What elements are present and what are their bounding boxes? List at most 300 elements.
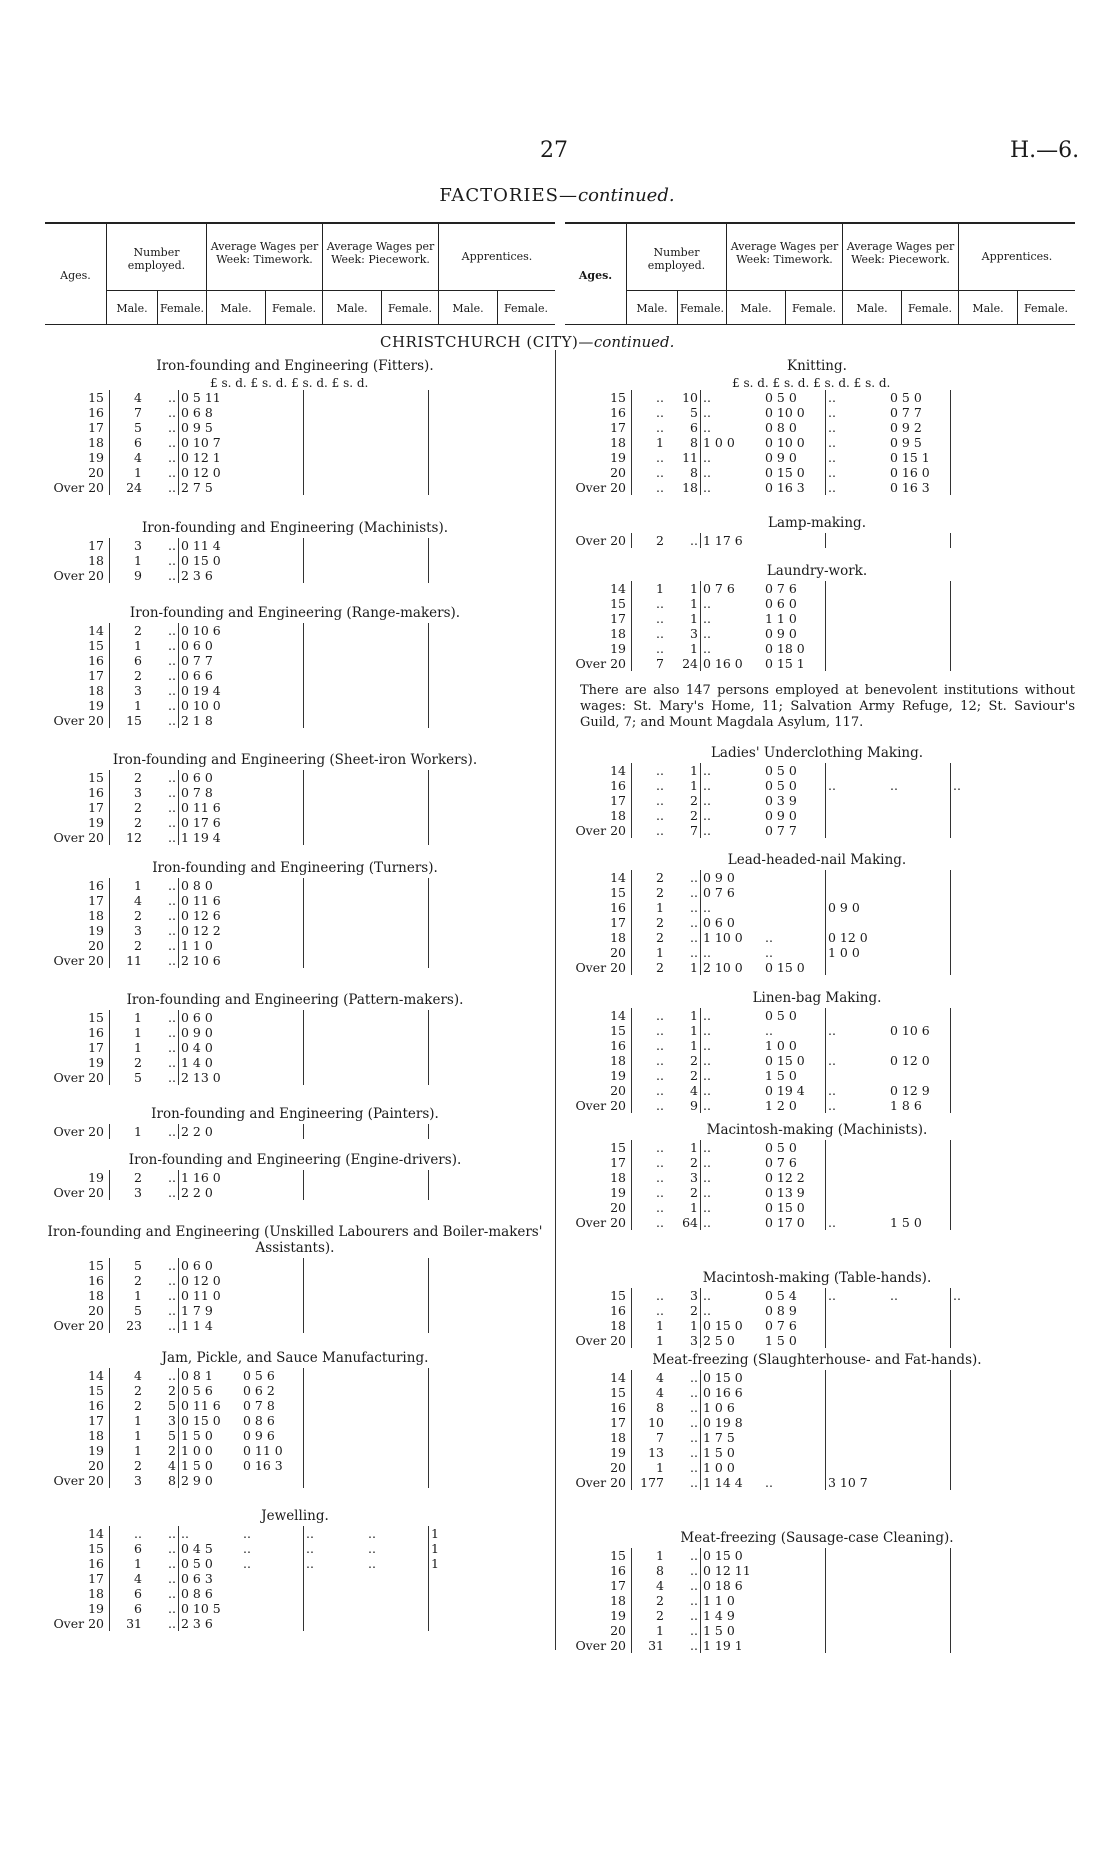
table-section xyxy=(562,1352,1072,1490)
table-row xyxy=(40,1273,491,1288)
table-row xyxy=(40,1586,491,1601)
wage-cell xyxy=(241,713,304,728)
count-cell: 8 xyxy=(666,465,701,480)
count-cell: 2 xyxy=(134,1170,142,1185)
wage-cell xyxy=(304,1413,367,1428)
wage-cell xyxy=(888,763,951,778)
wage-cell xyxy=(763,1415,826,1430)
table-row xyxy=(40,893,491,908)
wage-cell: 0 5 0 xyxy=(763,763,826,778)
table-row xyxy=(40,390,491,405)
wage-cell xyxy=(304,683,367,698)
wage-cell: .. xyxy=(703,1008,711,1023)
wage-cell: 2 2 0 xyxy=(181,1124,213,1139)
age-cell: 19 xyxy=(562,1445,632,1460)
wage-cell xyxy=(241,1124,304,1139)
count-cell: 5 xyxy=(144,1398,179,1413)
wage-cell xyxy=(241,1473,304,1488)
wage-cell: .. xyxy=(703,405,711,420)
age-cell: Over 20 xyxy=(40,1070,110,1085)
wage-cell: .. xyxy=(703,465,711,480)
age-cell: 19 xyxy=(562,1068,632,1083)
count-cell: 4 xyxy=(134,893,142,908)
count-cell: .. xyxy=(144,480,179,495)
wage-cell: 0 16 3 xyxy=(888,480,951,495)
table-row xyxy=(40,1383,491,1398)
wage-cell: 1 16 0 xyxy=(181,1170,221,1185)
count-cell: 1 xyxy=(666,596,701,611)
wage-cell xyxy=(888,808,951,823)
wage-cell xyxy=(241,1258,304,1273)
count-cell: 2 xyxy=(666,793,701,808)
wage-cell: 0 9 0 xyxy=(763,450,826,465)
wage-cell xyxy=(951,1155,1014,1170)
wage-cell xyxy=(888,641,951,656)
wage-cell: 1 19 4 xyxy=(181,830,221,845)
count-cell: .. xyxy=(666,1370,701,1385)
header-number: Number employed. xyxy=(647,246,706,272)
wage-cell: 0 19 4 xyxy=(181,683,221,698)
table-row xyxy=(562,1430,1013,1445)
wage-cell: 0 5 6 xyxy=(241,1368,304,1383)
wage-cell: 1 4 0 xyxy=(181,1055,213,1070)
wage-cell xyxy=(366,390,429,405)
wage-cell: .. xyxy=(828,420,836,435)
data-table xyxy=(562,870,1013,975)
count-cell: .. xyxy=(656,390,664,405)
wage-cell xyxy=(241,1616,304,1631)
age-cell: 18 xyxy=(40,683,110,698)
wage-cell xyxy=(951,641,1014,656)
count-cell: .. xyxy=(656,1288,664,1303)
age-cell: 20 xyxy=(562,945,632,960)
wage-cell xyxy=(888,1400,951,1415)
wage-cell xyxy=(366,1601,429,1616)
wage-cell xyxy=(366,908,429,923)
header-male: Male. xyxy=(220,302,252,315)
wage-cell xyxy=(366,1040,429,1055)
city-heading: CHRISTCHURCH (CITY)—continued. xyxy=(380,333,675,351)
wage-cell xyxy=(951,1415,1014,1430)
table-row xyxy=(40,1040,491,1055)
count-cell: 2 xyxy=(666,1185,701,1200)
wage-cell xyxy=(366,800,429,815)
wage-cell xyxy=(951,1215,1014,1230)
count-cell: .. xyxy=(144,770,179,785)
wage-cell xyxy=(241,653,304,668)
count-cell: 1 xyxy=(656,900,664,915)
age-cell: Over 20 xyxy=(562,1215,632,1230)
wage-cell: .. xyxy=(828,435,836,450)
count-cell: 18 xyxy=(666,480,701,495)
age-cell: 19 xyxy=(40,450,110,465)
wage-cell xyxy=(241,770,304,785)
table-section xyxy=(562,852,1072,975)
wage-cell: 0 12 0 xyxy=(181,1273,221,1288)
wage-cell: 0 10 6 xyxy=(888,1023,951,1038)
wage-cell xyxy=(304,1458,367,1473)
count-cell: 2 xyxy=(134,1383,142,1398)
count-cell: 2 xyxy=(656,1593,664,1608)
section-title: Lamp-making. xyxy=(768,515,866,531)
wage-cell xyxy=(366,420,429,435)
wage-cell xyxy=(888,1008,951,1023)
count-cell: .. xyxy=(144,1288,179,1303)
table-section xyxy=(40,605,550,728)
count-cell: 2 xyxy=(656,533,664,548)
wage-cell: 0 10 7 xyxy=(181,435,221,450)
wage-cell xyxy=(826,1400,889,1415)
data-table xyxy=(40,1526,491,1631)
age-cell: Over 20 xyxy=(562,533,632,548)
count-cell: 2 xyxy=(134,815,142,830)
table-row xyxy=(40,923,491,938)
wage-cell xyxy=(826,1430,889,1445)
table-row xyxy=(40,553,491,568)
wage-cell: 0 9 6 xyxy=(241,1428,304,1443)
wage-cell xyxy=(241,1303,304,1318)
wage-cell: 1 1 0 xyxy=(703,1593,735,1608)
wage-cell xyxy=(241,668,304,683)
age-cell: 18 xyxy=(562,626,632,641)
section-title: Iron-founding and Engineering (Machinists). xyxy=(141,520,449,536)
wage-cell xyxy=(826,960,889,975)
wage-cell xyxy=(366,568,429,583)
wage-cell xyxy=(888,1318,951,1333)
count-cell: 2 xyxy=(134,770,142,785)
wage-cell xyxy=(366,1025,429,1040)
count-cell: .. xyxy=(666,533,701,548)
wage-cell xyxy=(366,1288,429,1303)
table-row xyxy=(562,1008,1013,1023)
wage-cell xyxy=(429,653,492,668)
wage-cell: .. xyxy=(703,1185,711,1200)
count-cell: .. xyxy=(666,870,701,885)
wage-cell xyxy=(429,1303,492,1318)
table-row xyxy=(562,420,1013,435)
wage-cell: 0 3 9 xyxy=(763,793,826,808)
count-cell: 5 xyxy=(134,1070,142,1085)
wage-cell: 0 12 2 xyxy=(181,923,221,938)
age-cell: 15 xyxy=(40,1541,110,1556)
age-cell: 20 xyxy=(40,465,110,480)
wage-cell xyxy=(888,1170,951,1185)
count-cell: .. xyxy=(656,1155,664,1170)
age-cell: 14 xyxy=(562,870,632,885)
wage-cell: 0 19 8 xyxy=(703,1415,743,1430)
wage-cell xyxy=(429,770,492,785)
wage-cell: 0 15 0 xyxy=(763,960,826,975)
wage-cell: .. xyxy=(703,626,711,641)
wage-cell: .. xyxy=(828,1083,836,1098)
wage-cell: 0 9 0 xyxy=(763,808,826,823)
wage-cell xyxy=(826,1563,889,1578)
count-cell: .. xyxy=(666,1563,701,1578)
wage-cell: 0 7 7 xyxy=(181,653,213,668)
count-cell: .. xyxy=(666,1445,701,1460)
section-title: Jam, Pickle, and Sauce Manufacturing. xyxy=(161,1350,429,1366)
wage-cell xyxy=(429,1040,492,1055)
wage-cell: 0 5 0 xyxy=(763,390,826,405)
wage-cell xyxy=(951,1548,1014,1563)
wage-cell xyxy=(429,1070,492,1085)
count-cell: 5 xyxy=(134,1303,142,1318)
table-row xyxy=(562,870,1013,885)
count-cell: 8 xyxy=(144,1473,179,1488)
wage-cell: 0 8 6 xyxy=(181,1586,213,1601)
wage-cell: 2 10 0 xyxy=(703,960,743,975)
header-ages: Ages. xyxy=(60,269,91,282)
count-cell: .. xyxy=(656,808,664,823)
wage-cell: .. xyxy=(703,763,711,778)
wage-cell xyxy=(951,390,1014,405)
wage-cell: .. xyxy=(703,1023,711,1038)
age-cell: 16 xyxy=(562,1038,632,1053)
wage-cell xyxy=(888,1608,951,1623)
count-cell: 6 xyxy=(134,1541,142,1556)
count-cell: .. xyxy=(144,450,179,465)
table-section xyxy=(562,563,1072,671)
wage-cell: 0 12 11 xyxy=(703,1563,751,1578)
wage-cell: 1 14 4 xyxy=(703,1475,743,1490)
wage-cell: .. xyxy=(703,793,711,808)
header-female: Female. xyxy=(159,302,205,315)
count-cell: .. xyxy=(656,1083,664,1098)
count-cell: .. xyxy=(144,1273,179,1288)
wage-cell xyxy=(241,923,304,938)
wage-cell: .. xyxy=(703,1170,711,1185)
wage-cell xyxy=(826,1333,889,1348)
wage-cell xyxy=(241,893,304,908)
wage-cell xyxy=(951,435,1014,450)
wage-cell xyxy=(429,1025,492,1040)
wage-cell xyxy=(763,1608,826,1623)
header-male: Male. xyxy=(116,302,148,315)
header-number: Number employed. xyxy=(127,246,186,272)
wage-cell xyxy=(951,1170,1014,1185)
wage-cell xyxy=(429,668,492,683)
wage-cell xyxy=(826,1185,889,1200)
wage-cell: 0 6 2 xyxy=(241,1383,304,1398)
wage-cell: 0 5 0 xyxy=(763,1140,826,1155)
wage-cell xyxy=(826,1303,889,1318)
wage-cell: 0 9 0 xyxy=(763,626,826,641)
table-row xyxy=(562,581,1013,596)
count-cell: 3 xyxy=(134,1185,142,1200)
data-table xyxy=(40,1258,491,1333)
count-cell: .. xyxy=(666,1548,701,1563)
table-row xyxy=(40,713,491,728)
wage-cell: 1 0 0 xyxy=(703,435,735,450)
wage-cell xyxy=(304,770,367,785)
age-cell: 19 xyxy=(562,450,632,465)
wage-cell xyxy=(304,1185,367,1200)
wage-cell xyxy=(826,915,889,930)
wage-cell xyxy=(429,830,492,845)
age-cell: 18 xyxy=(562,1430,632,1445)
age-cell: 19 xyxy=(40,1601,110,1616)
wage-cell: 0 8 9 xyxy=(763,1303,826,1318)
count-cell: 1 xyxy=(666,1038,701,1053)
table-row xyxy=(40,953,491,968)
count-cell: .. xyxy=(144,1010,179,1025)
wage-cell: 0 8 1 xyxy=(181,1368,213,1383)
age-cell: 18 xyxy=(40,435,110,450)
section-title: Iron-founding and Engineering (Turners). xyxy=(152,860,438,876)
wage-cell xyxy=(763,1578,826,1593)
count-cell: 4 xyxy=(656,1578,664,1593)
header-male: Male. xyxy=(740,302,772,315)
count-cell: 2 xyxy=(144,1383,179,1398)
count-cell: .. xyxy=(656,465,664,480)
count-cell: 3 xyxy=(134,1473,142,1488)
count-cell: 1 xyxy=(134,1428,142,1443)
count-cell: .. xyxy=(656,1008,664,1023)
wage-cell: 0 4 0 xyxy=(181,1040,213,1055)
wage-cell xyxy=(763,1548,826,1563)
table-row xyxy=(40,938,491,953)
count-cell: 3 xyxy=(134,538,142,553)
wage-cell xyxy=(826,1170,889,1185)
wage-cell xyxy=(304,1368,367,1383)
count-cell: .. xyxy=(144,1526,179,1541)
wage-cell xyxy=(763,1460,826,1475)
wage-cell: 0 6 3 xyxy=(181,1571,213,1586)
age-cell: 14 xyxy=(40,1526,110,1541)
wage-cell xyxy=(304,420,367,435)
wage-cell xyxy=(366,923,429,938)
count-cell: .. xyxy=(656,1303,664,1318)
table-row xyxy=(562,1053,1013,1068)
wage-cell xyxy=(366,893,429,908)
age-cell: 17 xyxy=(562,1415,632,1430)
wage-cell: 0 4 5 xyxy=(181,1541,213,1556)
age-cell: 16 xyxy=(40,405,110,420)
wage-cell: 1 5 0 xyxy=(181,1458,213,1473)
count-cell: .. xyxy=(144,1571,179,1586)
table-row xyxy=(562,1170,1013,1185)
wage-cell xyxy=(304,1586,367,1601)
header-female: Female. xyxy=(271,302,317,315)
count-cell: 1 xyxy=(134,465,142,480)
table-section xyxy=(562,745,1072,838)
age-cell: 19 xyxy=(40,698,110,713)
count-cell: .. xyxy=(144,668,179,683)
age-cell: 18 xyxy=(40,1288,110,1303)
age-cell: 16 xyxy=(40,1025,110,1040)
wage-cell: 1 1 0 xyxy=(181,938,213,953)
wage-cell xyxy=(763,1385,826,1400)
count-cell: .. xyxy=(144,1070,179,1085)
count-cell: 11 xyxy=(126,953,142,968)
wage-cell xyxy=(888,1303,951,1318)
wage-cell: 0 12 1 xyxy=(181,450,221,465)
wage-cell: .. xyxy=(763,1023,826,1038)
count-cell: .. xyxy=(144,785,179,800)
count-cell: .. xyxy=(144,1601,179,1616)
table-row xyxy=(40,638,491,653)
count-cell: .. xyxy=(144,405,179,420)
count-cell: 2 xyxy=(656,960,664,975)
table-row xyxy=(562,1200,1013,1215)
wage-cell: 0 18 0 xyxy=(763,641,826,656)
wage-cell xyxy=(763,1370,826,1385)
age-cell: 20 xyxy=(40,1303,110,1318)
count-cell: .. xyxy=(144,538,179,553)
count-cell: 9 xyxy=(666,1098,701,1113)
wage-cell xyxy=(888,1370,951,1385)
wage-cell xyxy=(304,668,367,683)
age-cell: 18 xyxy=(40,1428,110,1443)
count-cell: .. xyxy=(666,1623,701,1638)
wage-cell xyxy=(826,808,889,823)
table-row xyxy=(40,1258,491,1273)
wage-cell xyxy=(826,1415,889,1430)
wage-cell xyxy=(888,1578,951,1593)
age-cell: 17 xyxy=(40,668,110,683)
data-table xyxy=(40,538,491,583)
count-cell: .. xyxy=(144,1556,179,1571)
wage-cell xyxy=(366,1070,429,1085)
table-row xyxy=(40,1398,491,1413)
table-row xyxy=(40,785,491,800)
wage-cell: .. xyxy=(828,465,836,480)
wage-cell xyxy=(951,1083,1014,1098)
wage-cell: 0 9 0 xyxy=(828,900,860,915)
wage-cell xyxy=(366,1443,429,1458)
wage-cell: 1 0 0 xyxy=(828,945,860,960)
wage-cell: 0 16 3 xyxy=(241,1458,304,1473)
wage-cell xyxy=(429,405,492,420)
wage-cell: 0 11 0 xyxy=(241,1443,304,1458)
count-cell: 1 xyxy=(134,1443,142,1458)
wage-cell xyxy=(429,1586,492,1601)
table-row xyxy=(40,770,491,785)
count-cell: 1 xyxy=(134,1124,142,1139)
section-title: Ladies' Underclothing Making. xyxy=(710,745,924,761)
age-cell: 15 xyxy=(562,1288,632,1303)
wage-cell xyxy=(429,638,492,653)
wage-cell: 2 7 5 xyxy=(181,480,213,495)
table-row xyxy=(40,568,491,583)
age-cell: Over 20 xyxy=(40,1473,110,1488)
wage-cell xyxy=(366,1368,429,1383)
wage-cell: .. xyxy=(828,1023,836,1038)
wage-cell xyxy=(241,638,304,653)
wage-cell: 0 15 0 xyxy=(703,1318,743,1333)
count-cell: .. xyxy=(144,623,179,638)
data-table xyxy=(562,1288,1013,1348)
wage-cell xyxy=(763,870,826,885)
table-row xyxy=(40,1413,491,1428)
wage-cell: .. xyxy=(953,778,961,793)
wage-cell: 0 9 0 xyxy=(703,870,735,885)
wage-cell: 0 9 2 xyxy=(888,420,951,435)
wage-cell xyxy=(429,938,492,953)
wage-cell: 0 8 0 xyxy=(181,878,213,893)
table-row xyxy=(562,900,1013,915)
page-code: H.—6. xyxy=(1010,138,1080,163)
wage-cell: 0 7 7 xyxy=(763,823,826,838)
count-cell: .. xyxy=(144,830,179,845)
wage-cell xyxy=(951,945,1014,960)
wage-cell xyxy=(241,1170,304,1185)
wage-cell xyxy=(429,815,492,830)
data-table xyxy=(562,581,1013,671)
wage-cell: .. xyxy=(703,1038,711,1053)
age-cell: 16 xyxy=(562,405,632,420)
table-row xyxy=(562,1023,1013,1038)
